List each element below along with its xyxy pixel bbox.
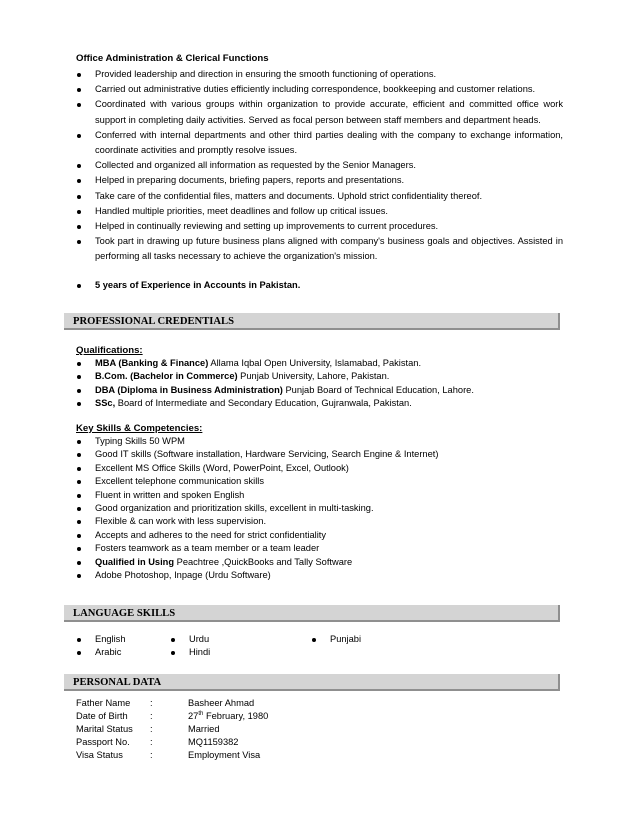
key-skills-list <box>76 435 563 582</box>
father-name-row <box>76 697 376 710</box>
list-item: Hindi <box>170 646 290 659</box>
list-item: Arabic <box>76 646 166 659</box>
separator: : <box>150 737 153 747</box>
institute-name: Board of Intermediate and Secondary Education, Gujranwala, Pakistan. <box>115 398 412 409</box>
professional-credentials-header: PROFESSIONAL CREDENTIALS <box>64 313 560 330</box>
marital-status-row <box>76 723 376 736</box>
list-item: Collected and organized all information as requested by the Senior Managers. <box>76 158 563 173</box>
list-item: Excellent telephone communication skills <box>76 475 563 488</box>
birth-day: 27 <box>188 711 199 721</box>
experience-list <box>76 278 563 293</box>
list-item: Helped in preparing documents, briefing papers, reports and presentations. <box>76 173 563 188</box>
separator: : <box>150 698 153 708</box>
separator: : <box>150 711 153 721</box>
qualifications-list <box>76 357 563 411</box>
visa-status-value: Employment Visa <box>188 750 261 760</box>
date-of-birth-row <box>76 710 376 723</box>
father-name-value: Basheer Ahmad <box>188 698 255 708</box>
list-item: Coordinated with various groups within organization to provide accurate, efficient and committed office work support in completing daily activities. Served as focal person between staff members and department heads. <box>76 97 563 127</box>
list-item: Good IT skills (Software installation, Hardware Servicing, Search Engine & Internet) <box>76 448 563 461</box>
list-item <box>76 370 563 383</box>
list-item: Fluent in written and spoken English <box>76 489 563 502</box>
list-item: Good organization and prioritization skills, excellent in multi-tasking. <box>76 502 563 515</box>
list-item: Carried out administrative duties efficiently including correspondence, bookkeeping and customer relations. <box>76 82 563 97</box>
list-item <box>76 384 563 397</box>
personal-data-header: PERSONAL DATA <box>64 674 560 691</box>
date-of-birth-value <box>188 710 268 723</box>
list-item <box>76 397 563 410</box>
list-item: Adobe Photoshop, Inpage (Urdu Software) <box>76 569 563 582</box>
marital-status-value: Married <box>188 724 220 734</box>
language-column-1 <box>76 633 166 660</box>
list-item: Provided leadership and direction in ensuring the smooth functioning of operations. <box>76 67 563 82</box>
degree-name: DBA (Diploma in Business Administration) <box>95 384 283 395</box>
list-item: Typing Skills 50 WPM <box>76 435 563 448</box>
language-skills-header: LANGUAGE SKILLS <box>64 605 560 622</box>
degree-name: B.Com. (Bachelor in Commerce) <box>95 371 238 382</box>
list-item: Urdu <box>170 633 290 646</box>
list-item: Took part in drawing up future business plans aligned with company's business goals and objectives. Assisted in performing all tasks necessary to achieve the organization's mission. <box>76 234 563 264</box>
visa-status-label: Visa Status <box>76 750 123 760</box>
date-of-birth-label: Date of Birth <box>76 711 128 721</box>
passport-row <box>76 736 376 749</box>
father-name-label: Father Name <box>76 698 131 708</box>
degree-name: SSc, <box>95 398 116 409</box>
institute-name: Punjab Board of Technical Education, Lahore. <box>282 384 474 395</box>
language-column-3 <box>311 633 431 646</box>
separator: : <box>150 724 153 734</box>
list-item: Punjabi <box>311 633 431 646</box>
office-section-title: Office Administration & Clerical Functions <box>76 53 269 64</box>
experience-item: 5 years of Experience in Accounts in Pakistan. <box>76 278 563 293</box>
institute-name: Allama Iqbal Open University, Islamabad, Pakistan. <box>208 358 422 368</box>
language-column-2 <box>170 633 290 660</box>
list-item <box>76 357 563 370</box>
list-item: Flexible & can work with less supervision. <box>76 515 563 528</box>
list-item: Helped in continually reviewing and setting up improvements to current procedures. <box>76 219 563 234</box>
list-item: Handled multiple priorities, meet deadlines and follow up critical issues. <box>76 204 563 219</box>
institute-name: Punjab University, Lahore, Pakistan. <box>237 371 390 382</box>
marital-status-label: Marital Status <box>76 724 133 734</box>
office-duties-list <box>76 67 563 265</box>
list-item: Excellent MS Office Skills (Word, PowerPoint, Excel, Outlook) <box>76 462 563 475</box>
list-item: Conferred with internal departments and other third parties dealing with the company to exchange information, coordinate activities and promptly resolve issues. <box>76 128 563 158</box>
passport-label: Passport No. <box>76 737 130 747</box>
software-list: Peachtree ,QuickBooks and Tally Software <box>174 556 353 567</box>
visa-status-row <box>76 749 376 762</box>
list-item: Take care of the confidential files, matters and documents. Uphold strict confidentiality thereof. <box>76 189 563 204</box>
list-item: English <box>76 633 166 646</box>
qualifications-heading: Qualifications: <box>76 345 143 356</box>
passport-value: MQ1159382 <box>188 737 239 747</box>
list-item: Accepts and adheres to the need for strict confidentiality <box>76 529 563 542</box>
separator: : <box>150 750 153 760</box>
key-skills-heading: Key Skills & Competencies: <box>76 423 203 434</box>
day-suffix: th <box>198 710 204 717</box>
degree-name: MBA (Banking & Finance) <box>95 358 209 368</box>
list-item: Fosters teamwork as a team member or a team leader <box>76 542 563 555</box>
qualified-label: Qualified in Using <box>95 556 175 567</box>
birth-month-year: February, 1980 <box>203 711 269 721</box>
list-item <box>76 556 563 569</box>
